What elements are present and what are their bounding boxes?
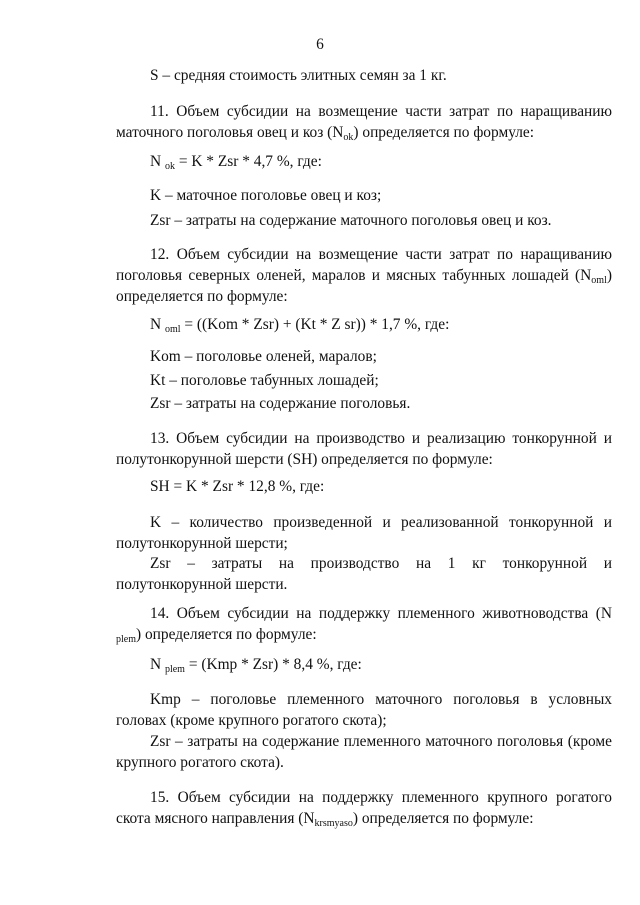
paragraph-d12b: Kt – поголовье табунных лошадей; bbox=[150, 372, 379, 389]
subscript: ok bbox=[164, 161, 175, 172]
text-run: N bbox=[150, 153, 165, 170]
paragraph-d12a: Kom – поголовье оленей, маралов; bbox=[150, 348, 377, 365]
page-number: 6 bbox=[316, 36, 324, 53]
paragraph-d13b: Zsr – затраты на производство на 1 кг тонкорунной и полутонкорунной шерсти. bbox=[116, 555, 612, 593]
paragraph-f11 bbox=[150, 151, 640, 172]
paragraph-d14b: Zsr – затраты на содержание племенного маточного поголовья (кроме крупного рогатого скота). bbox=[116, 733, 612, 771]
text-run: ) определяется по формуле: bbox=[136, 626, 317, 643]
text-run: ) определяется по формуле: bbox=[353, 124, 535, 141]
paragraph-p11 bbox=[116, 101, 612, 143]
text-run: N bbox=[150, 656, 165, 673]
text-run: = (Kmp * Zsr) * 8,4 %, где: bbox=[184, 656, 362, 673]
paragraph-f14 bbox=[150, 654, 640, 675]
paragraph-d11b: Zsr – затраты на содержание маточного поголовья овец и коз. bbox=[150, 212, 552, 229]
text-run: 15. Объем субсидии на поддержку племенного крупного рогатого скота мясного направления (N bbox=[116, 789, 612, 827]
subscript: plem bbox=[116, 634, 136, 645]
subscript: oml bbox=[164, 324, 181, 335]
paragraph-d14a: Kmp – поголовье племенного маточного поголовья в условных головах (кроме крупного рогатого скота); bbox=[116, 691, 612, 729]
paragraph-d12c: Zsr – затраты на содержание поголовья. bbox=[150, 395, 411, 412]
paragraph-f12 bbox=[150, 314, 640, 335]
text-run: 14. Объем субсидии на поддержку племенного животноводства (N bbox=[150, 605, 612, 622]
text-run: = K * Zsr * 4,7 %, где: bbox=[174, 153, 322, 170]
paragraph-p14 bbox=[116, 603, 612, 645]
paragraph-f13: SH = K * Zsr * 12,8 %, где: bbox=[150, 478, 325, 495]
text-run: N bbox=[150, 316, 165, 333]
paragraph-d13a: K – количество произведенной и реализованной тонкорунной и полутонкорунной шерсти; bbox=[116, 514, 612, 552]
subscript: plem bbox=[164, 664, 185, 675]
subscript: ok bbox=[343, 132, 354, 143]
subscript: oml bbox=[591, 275, 607, 286]
text-run: 12. Объем субсидии на возмещение части затрат по наращиванию поголовья северных оленей, маралов и мясных табунных лошадей (N bbox=[116, 246, 612, 284]
text-run: = ((Kom * Zsr) + (Kt * Z sr)) * 1,7 %, где: bbox=[180, 316, 450, 333]
paragraph-p12 bbox=[116, 244, 612, 307]
text-run: ) определяется по формуле: bbox=[352, 810, 534, 827]
paragraph-p13: 13. Объем субсидии на производство и реализацию тонкорунной и полутонкорунной шерсти (SH) определяется по формуле: bbox=[116, 430, 612, 468]
paragraph-d11a: K – маточное поголовье овец и коз; bbox=[150, 187, 382, 204]
subscript: krsmyaso bbox=[314, 818, 353, 829]
text-run: ) определяется по формуле: bbox=[116, 267, 612, 305]
paragraph-p15 bbox=[116, 787, 612, 829]
paragraph-s_def: S – средняя стоимость элитных семян за 1 кг. bbox=[150, 67, 447, 84]
text-run: 11. Объем субсидии на возмещение части затрат по наращиванию маточного поголовья овец и коз (N bbox=[116, 103, 612, 141]
